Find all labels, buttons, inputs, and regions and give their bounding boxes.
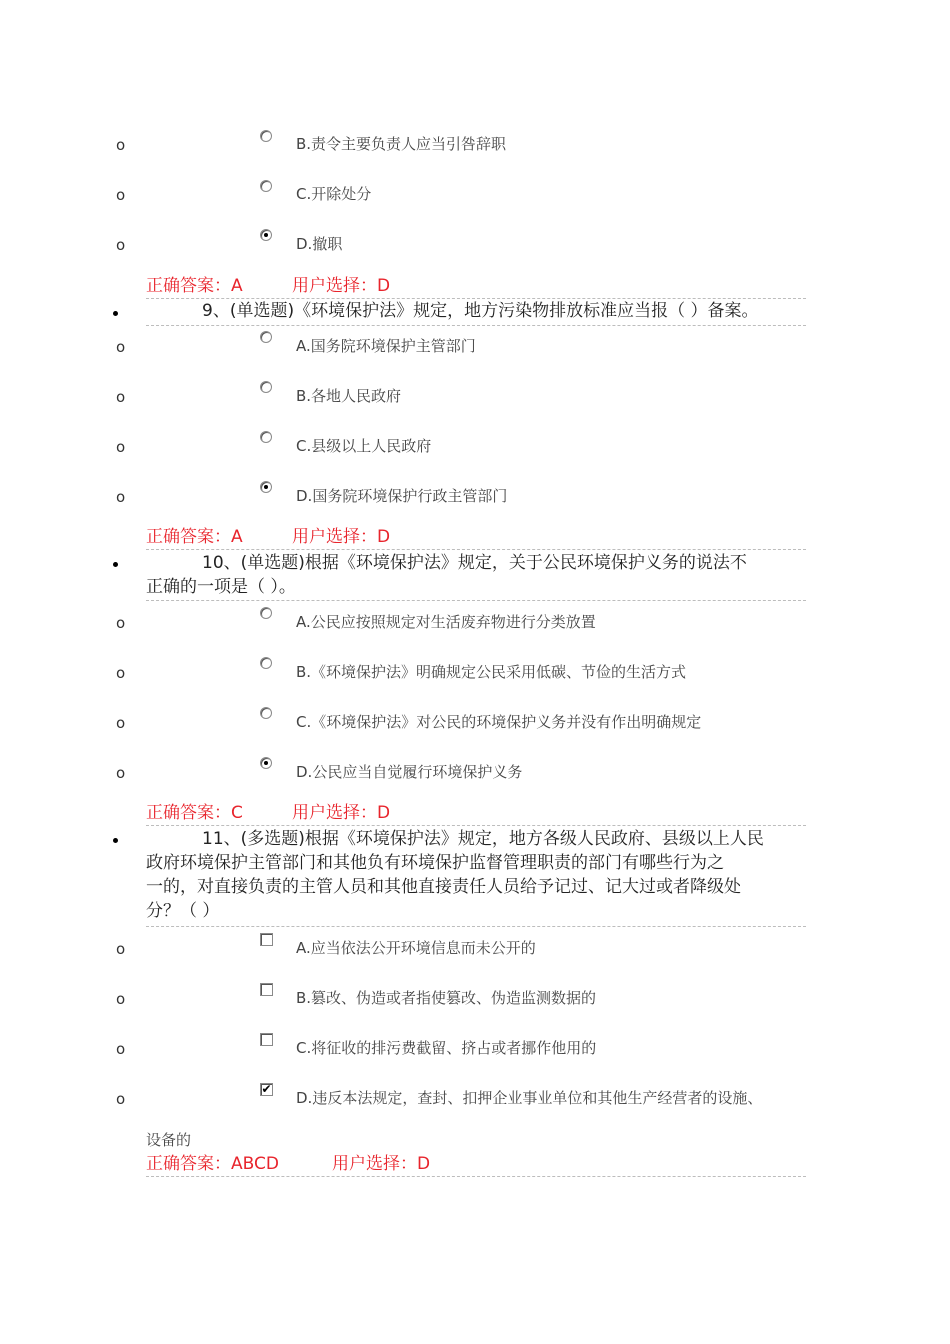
checkbox-icon[interactable] — [260, 1033, 273, 1046]
question-line: 分？（ ） — [146, 901, 220, 921]
radio-button-icon[interactable] — [260, 381, 272, 393]
list-marker: o — [116, 764, 126, 782]
radio-button-icon[interactable] — [260, 707, 272, 719]
question-line: 正确的一项是（ ）。 — [146, 577, 296, 597]
radio-button-icon[interactable] — [260, 431, 272, 443]
option-d-label: D.撤职 — [296, 235, 343, 253]
correct-answer: 正确答案：ABCD — [146, 1154, 279, 1174]
list-marker: o — [116, 1090, 126, 1108]
question-9-title: 9、(单选题)《环境保护法》规定，地方污染物排放标准应当报（ ）备案。 — [202, 301, 759, 321]
question-bullet — [113, 311, 118, 316]
option-c-label: C.县级以上人民政府 — [296, 437, 432, 455]
question-line: 11、(多选题)根据《环境保护法》规定，地方各级人民政府、县级以上人民 — [202, 829, 764, 849]
list-marker: o — [116, 136, 126, 154]
option-d-label: D.违反本法规定，查封、扣押企业事业单位和其他生产经营者的设施、 — [296, 1089, 763, 1107]
question-line: 一的，对直接负责的主管人员和其他直接责任人员给予记过、记大过或者降级处 — [146, 877, 741, 897]
question-line: 政府环境保护主管部门和其他负有环境保护监督管理职责的部门有哪些行为之 — [146, 853, 724, 873]
option-b-label: B.篡改、伪造或者指使篡改、伪造监测数据的 — [296, 989, 597, 1007]
list-marker: o — [116, 236, 126, 254]
list-marker: o — [116, 1040, 126, 1058]
option-a-label: A.应当依法公开环境信息而未公开的 — [296, 939, 536, 957]
radio-button-icon[interactable] — [260, 331, 272, 343]
user-choice: 用户选择：D — [332, 1154, 431, 1174]
radio-button-icon[interactable] — [260, 180, 272, 192]
option-b-label: B.《环境保护法》明确规定公民采用低碳、节俭的生活方式 — [296, 663, 687, 681]
option-c-label: C.将征收的排污费截留、挤占或者挪作他用的 — [296, 1039, 597, 1057]
list-marker: o — [116, 388, 126, 406]
divider — [146, 600, 806, 601]
checkbox-icon[interactable] — [260, 983, 273, 996]
radio-button-icon[interactable] — [260, 607, 272, 619]
option-c-label: C.开除处分 — [296, 185, 372, 203]
radio-button-selected-icon[interactable] — [260, 229, 272, 241]
option-d-label: D.公民应当自觉履行环境保护义务 — [296, 763, 523, 781]
answer-line — [146, 1153, 431, 1175]
option-c-label: C.《环境保护法》对公民的环境保护义务并没有作出明确规定 — [296, 713, 702, 731]
radio-button-icon[interactable] — [260, 657, 272, 669]
user-choice: 用户选择：D — [292, 803, 391, 823]
list-marker: o — [116, 940, 126, 958]
list-marker: o — [116, 438, 126, 456]
list-marker: o — [116, 338, 126, 356]
answer-line — [146, 802, 391, 824]
option-b-label: B.责令主要负责人应当引咎辞职 — [296, 135, 507, 153]
question-bullet — [113, 562, 118, 567]
list-marker: o — [116, 614, 126, 632]
question-10-title — [146, 551, 810, 599]
divider — [146, 825, 806, 826]
radio-button-icon[interactable] — [260, 130, 272, 142]
answer-line — [146, 275, 391, 297]
user-choice: 用户选择：D — [292, 527, 391, 547]
checkbox-icon[interactable] — [260, 933, 273, 946]
divider — [146, 926, 806, 927]
list-marker: o — [116, 664, 126, 682]
option-d-label-wrap: 设备的 — [146, 1131, 192, 1149]
correct-answer: 正确答案：A — [146, 527, 243, 547]
list-marker: o — [116, 990, 126, 1008]
divider — [146, 325, 806, 326]
answer-line — [146, 526, 391, 548]
radio-button-selected-icon[interactable] — [260, 481, 272, 493]
list-marker: o — [116, 714, 126, 732]
option-a-label: A.公民应按照规定对生活废弃物进行分类放置 — [296, 613, 596, 631]
radio-button-selected-icon[interactable] — [260, 757, 272, 769]
question-line: 10、(单选题)根据《环境保护法》规定，关于公民环境保护义务的说法不 — [202, 553, 747, 573]
user-choice: 用户选择：D — [292, 276, 391, 296]
question-11-title — [146, 827, 810, 923]
option-a-label: A.国务院环境保护主管部门 — [296, 337, 476, 355]
list-marker: o — [116, 186, 126, 204]
option-b-label: B.各地人民政府 — [296, 387, 402, 405]
correct-answer: 正确答案：C — [146, 803, 243, 823]
checkbox-checked-icon[interactable]: ✔ — [261, 1082, 272, 1096]
question-bullet — [113, 838, 118, 843]
option-d-label: D.国务院环境保护行政主管部门 — [296, 487, 508, 505]
divider — [146, 549, 806, 550]
divider — [146, 1176, 806, 1177]
correct-answer: 正确答案：A — [146, 276, 243, 296]
list-marker: o — [116, 488, 126, 506]
